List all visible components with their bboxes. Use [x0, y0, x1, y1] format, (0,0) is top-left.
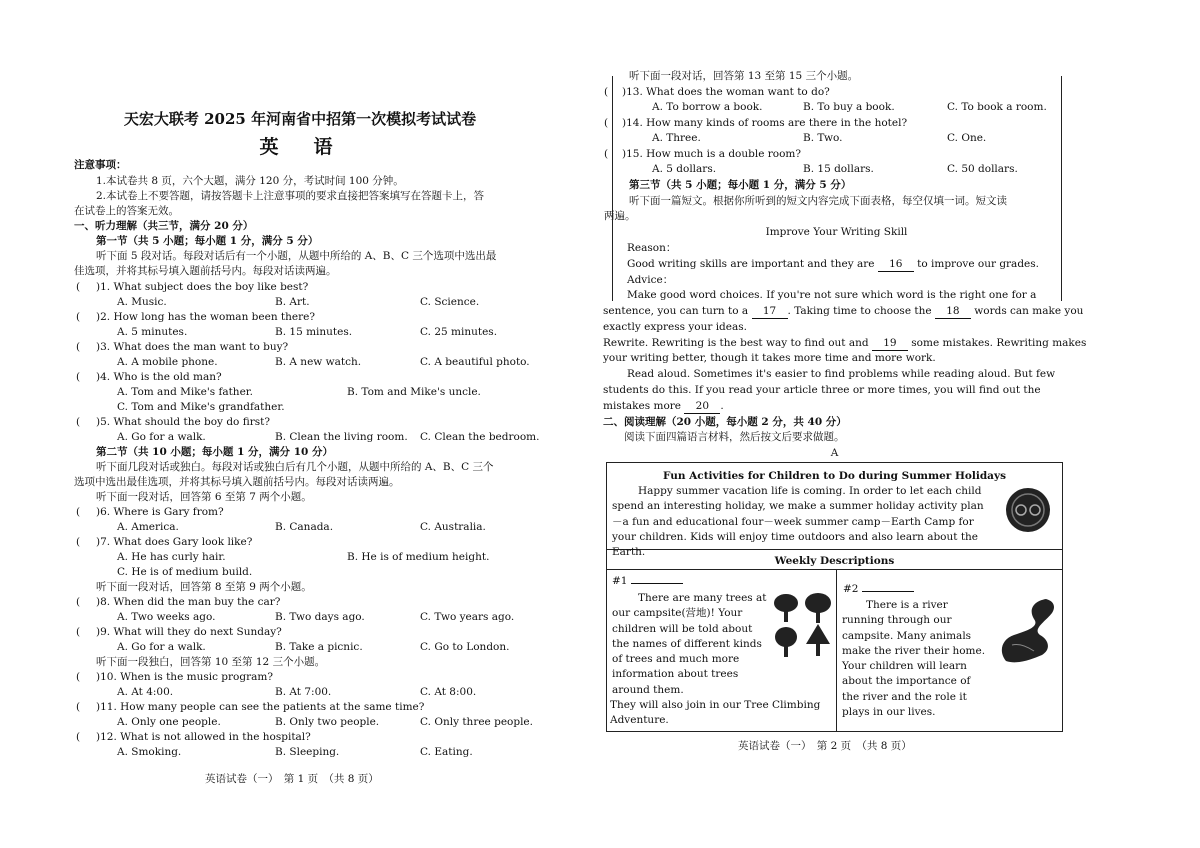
question-6: )6. Where is Gary from? [96, 506, 224, 518]
answer-paren[interactable]: ( [604, 148, 609, 160]
answer-paren[interactable]: ( [76, 596, 81, 608]
section-1-inst-1: 听下面 5 段对话。每段对话后有一个小题，从题中所给的 A、B、C 三个选项中选出最 [96, 250, 497, 262]
question-8: )8. When did the man buy the car? [96, 596, 281, 608]
q10-option-b: B. At 7:00. [275, 686, 332, 698]
advice-2a: Rewrite. Rewriting is the best way to find out and 19 some mistakes. Rewriting makes [603, 337, 1087, 349]
subject-title: 英 语 [259, 136, 341, 158]
table-border [1061, 76, 1062, 301]
question-14: )14. How many kinds of rooms are there in the hotel? [622, 117, 908, 129]
q8-option-c: C. Two years ago. [420, 611, 515, 623]
q7-option-c: C. He is of medium build. [117, 566, 253, 578]
q4-option-a: A. Tom and Mike's father. [117, 386, 253, 398]
q8-option-b: B. Two days ago. [275, 611, 365, 623]
answer-paren[interactable]: ( [76, 506, 81, 518]
box-intro: Happy summer vacation life is coming. In order to let each child spend an interesting holiday, we make a summer holiday activity plan－a fun and educational four－week summer camp－Earth Camp for your children. Kids will enjoy time outdoors and also learn about the Earth. [612, 485, 984, 559]
question-1: )1. What subject does the boy like best? [96, 281, 309, 293]
item-2-blank[interactable] [862, 591, 914, 592]
q3-option-c: C. A beautiful photo. [420, 356, 530, 368]
question-2: )2. How long has the woman been there? [96, 311, 315, 323]
part-2-inst: 阅读下面四篇语言材料，然后按文后要求做题。 [624, 431, 845, 443]
weekly-title: Weekly Descriptions [774, 555, 895, 567]
q1-option-b: B. Art. [275, 296, 310, 308]
table-border [612, 76, 613, 301]
answer-paren[interactable]: ( [76, 371, 81, 383]
note-1: 1.本试卷共 8 页，六个大题，满分 120 分，考试时间 100 分钟。 [96, 175, 404, 187]
q12-option-b: B. Sleeping. [275, 746, 340, 758]
q13-option-a: A. To borrow a book. [652, 101, 763, 113]
q14-option-a: A. Three. [652, 132, 701, 144]
question-3: )3. What does the man want to buy? [96, 341, 289, 353]
question-5: )5. What should the boy do first? [96, 416, 270, 428]
q14-option-c: C. One. [947, 132, 987, 144]
box-title: Fun Activities for Children to Do during Summer Holidays [662, 470, 1007, 482]
reason-label: Reason： [627, 242, 677, 254]
q15-option-b: B. 15 dollars. [803, 163, 874, 175]
q15-option-c: C. 50 dollars. [947, 163, 1018, 175]
q11-option-a: A. Only one people. [117, 716, 221, 728]
question-11: )11. How many people can see the patients at the same time? [96, 701, 425, 713]
q7-option-a: A. He has curly hair. [117, 551, 226, 563]
section-3-inst-2: 两遍。 [604, 210, 636, 222]
answer-paren[interactable]: ( [604, 86, 609, 98]
q3-option-b: B. A new watch. [275, 356, 362, 368]
q5-option-b: B. Clean the living room. [275, 431, 408, 443]
advice-3b: students do this. If you read your article three or more times, you will find out the [603, 384, 1041, 396]
q9-option-c: C. Go to London. [420, 641, 510, 653]
q15-option-a: A. 5 dollars. [652, 163, 717, 175]
note-2b: 在试卷上的答案无效。 [74, 205, 179, 217]
q11-option-b: B. Only two people. [275, 716, 380, 728]
q13-option-b: B. To buy a book. [803, 101, 895, 113]
advice-1a: Make good word choices. If you're not sure which word is the right one for a [627, 289, 1037, 301]
answer-paren[interactable]: ( [604, 117, 609, 129]
box-divider [836, 569, 837, 732]
section-2-title: 第二节（共 10 小题；每小题 1 分，满分 10 分） [96, 446, 333, 458]
item-2-number: #2 [843, 583, 914, 596]
q6-option-a: A. America. [117, 521, 179, 533]
section-1-inst-2: 佳选项，并将其标号填入题前括号内。每段对话读两遍。 [74, 265, 337, 277]
q1-option-c: C. Science. [420, 296, 480, 308]
item-2-text: There is a river running through our campsite. Many animals make the river their home. Your children will learn about the importance of the river and the role it plays in our lives. [842, 599, 986, 719]
river-illustration-icon [994, 595, 1058, 667]
answer-blank-16[interactable]: 16 [878, 258, 914, 272]
item-1-number: #1 [612, 575, 683, 588]
answer-blank-19[interactable]: 19 [872, 337, 908, 351]
question-15: )15. How much is a double room? [622, 148, 802, 160]
advice-label: Advice： [627, 274, 674, 286]
advice-3c: mistakes more 20 . [603, 400, 724, 412]
exam-header: 天宏大联考 2025 年河南省中招第一次模拟考试试卷 [123, 110, 477, 128]
answer-paren[interactable]: ( [76, 416, 81, 428]
section-3-inst-1: 听下面一篇短文。根据你所听到的短文内容完成下面表格，每空仅填一词。短文读 [629, 195, 1007, 207]
box-divider [606, 569, 1063, 570]
q12-option-a: A. Smoking. [117, 746, 182, 758]
sub-instruction: 听下面一段对话，回答第 13 至第 15 三个小题。 [629, 70, 859, 82]
advice-3a: Read aloud. Sometimes it's easier to find problems while reading aloud. But few [627, 368, 1056, 380]
sub-instruction: 听下面一段对话，回答第 6 至第 7 两个小题。 [96, 491, 312, 503]
answer-blank-17[interactable]: 17 [752, 305, 788, 319]
q7-option-b: B. He is of medium height. [347, 551, 490, 563]
answer-blank-20[interactable]: 20 [684, 400, 720, 414]
notes-title: 注意事项： [74, 159, 127, 171]
part-1-title: 一、听力理解（共三节，满分 20 分） [74, 220, 254, 232]
q4-option-b: B. Tom and Mike's uncle. [347, 386, 481, 398]
section-letter: A [830, 447, 839, 459]
answer-blank-18[interactable]: 18 [935, 305, 971, 319]
q9-option-a: A. Go for a walk. [117, 641, 206, 653]
answer-paren[interactable]: ( [76, 626, 81, 638]
advice-2b: your writing better, though it takes more time and more work. [603, 352, 936, 364]
section-3-title: 第三节（共 5 小题；每小题 1 分，满分 5 分） [629, 179, 852, 191]
reason-line: Good writing skills are important and they are 16 to improve our grades. [627, 258, 1039, 270]
answer-paren[interactable]: ( [76, 281, 81, 293]
note-2a: 2.本试卷上不要答题，请按答题卡上注意事项的要求直接把答案填写在答题卡上，答 [96, 190, 485, 202]
item-1-text-2: They will also join in our Tree Climbing Adventure. [610, 699, 821, 727]
advice-1c: exactly express your ideas. [603, 321, 747, 333]
answer-paren[interactable]: ( [76, 341, 81, 353]
q5-option-a: A. Go for a walk. [117, 431, 206, 443]
page-footer: 英语试卷（一） 第 1 页 （共 8 页） [205, 773, 379, 785]
answer-paren[interactable]: ( [76, 731, 81, 743]
q13-option-c: C. To book a room. [947, 101, 1047, 113]
q2-option-a: A. 5 minutes. [117, 326, 188, 338]
advice-1b: sentence, you can turn to a 17 . Taking time to choose the 18 words can make you [603, 305, 1084, 317]
q5-option-c: C. Clean the bedroom. [420, 431, 540, 443]
page-footer: 英语试卷（一） 第 2 页 （共 8 页） [738, 740, 912, 752]
q12-option-c: C. Eating. [420, 746, 473, 758]
table-title: Improve Your Writing Skill [765, 226, 908, 238]
section-1-title: 第一节（共 5 小题；每小题 1 分，满分 5 分） [96, 235, 319, 247]
q10-option-c: C. At 8:00. [420, 686, 477, 698]
answer-paren[interactable]: ( [76, 311, 81, 323]
sub-instruction: 听下面一段对话，回答第 8 至第 9 两个小题。 [96, 581, 312, 593]
sub-instruction: 听下面一段独白，回答第 10 至第 12 三个小题。 [96, 656, 326, 668]
question-13: )13. What does the woman want to do? [622, 86, 830, 98]
q1-option-a: A. Music. [117, 296, 167, 308]
item-1-blank[interactable] [631, 583, 683, 584]
answer-paren[interactable]: ( [76, 671, 81, 683]
page-2 [600, 0, 1200, 848]
question-10: )10. When is the music program? [96, 671, 273, 683]
q9-option-b: B. Take a picnic. [275, 641, 363, 653]
question-4: )4. Who is the old man? [96, 371, 222, 383]
section-2-inst-1: 听下面几段对话或独白。每段对话或独白后有几个小题，从题中所给的 A、B、C 三个 [96, 461, 494, 473]
q2-option-c: C. 25 minutes. [420, 326, 498, 338]
q2-option-b: B. 15 minutes. [275, 326, 353, 338]
answer-paren[interactable]: ( [76, 701, 81, 713]
section-2-inst-2: 选项中选出最佳选项，并将其标号填入题前括号内。每段对话读两遍。 [74, 476, 400, 488]
q11-option-c: C. Only three people. [420, 716, 533, 728]
q10-option-a: A. At 4:00. [117, 686, 174, 698]
q6-option-b: B. Canada. [275, 521, 334, 533]
q14-option-b: B. Two. [803, 132, 843, 144]
answer-paren[interactable]: ( [76, 536, 81, 548]
q3-option-a: A. A mobile phone. [117, 356, 218, 368]
item-1-text: There are many trees at our campsite(营地)! Your children will be told about the names of different kinds of trees and much more information about trees around them. [612, 592, 767, 696]
question-12: )12. What is not allowed in the hospital? [96, 731, 311, 743]
q8-option-a: A. Two weeks ago. [117, 611, 216, 623]
question-9: )9. What will they do next Sunday? [96, 626, 282, 638]
earth-emblem-icon [1004, 484, 1052, 536]
part-2-title: 二、阅读理解（20 小题，每小题 2 分，共 40 分） [603, 416, 847, 428]
question-7: )7. What does Gary look like? [96, 536, 253, 548]
q4-option-c: C. Tom and Mike's grandfather. [117, 401, 285, 413]
trees-illustration-icon [772, 590, 834, 666]
q6-option-c: C. Australia. [420, 521, 486, 533]
